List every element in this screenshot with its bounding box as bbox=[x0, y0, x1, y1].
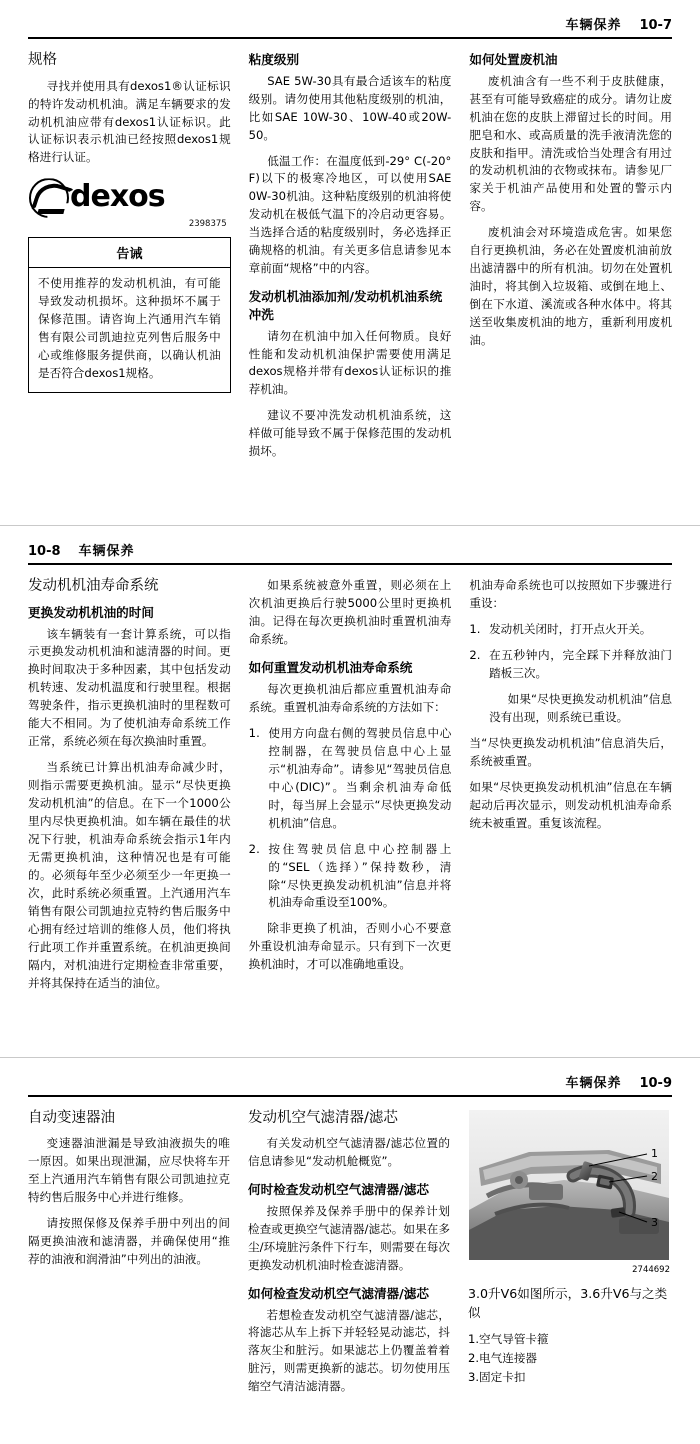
paragraph-transmission-2: 请按照保修及保养手册中列出的间隔更换油液和滤清器，并确保使用“推荐的油液和润滑油”中列出的油液。 bbox=[28, 1216, 230, 1267]
engine-bay-figure bbox=[468, 1109, 672, 1261]
list-item: 在五秒钟内，完全踩下并释放油门踏板三次。 bbox=[489, 648, 673, 681]
paragraph-viscosity-2: 低温工作：在温度低到-29° C(-20° F)以下的极寒冷地区，可以使用SAE 0W-30机油。这种粘度级别的机油将使发动机在极低气温下的冷启动更容易。当选择合适的粘度级别时，务必选择正确规格的机油。有关更多信息请参见本章前面“规格”中的内容。 bbox=[248, 153, 452, 276]
page-10-7 bbox=[0, 0, 700, 499]
subheading-how-to-inspect: 如何检查发动机空气滤清器/滤芯 bbox=[248, 1285, 429, 1301]
caution-box bbox=[28, 237, 231, 393]
page-columns bbox=[28, 577, 672, 1001]
dexos-logo bbox=[28, 177, 165, 217]
paragraph-transmission-1: 变速器油泄漏是导致油液损失的唯一原因。如果出现泄漏，应尽快将车开至上汽通用汽车销售有限公司凯迪拉克特约售后服务中心并进行维修。 bbox=[28, 1136, 230, 1205]
column-3 bbox=[469, 577, 672, 841]
header-rule bbox=[28, 1095, 672, 1097]
section-heading-specification: 规格 bbox=[28, 52, 57, 68]
column-1 bbox=[28, 1109, 230, 1277]
caution-title: 告诫 bbox=[29, 238, 230, 268]
paragraph-alt-reset-note: 如果“尽快更换发动机机油”信息没有出现，则系统已重设。 bbox=[489, 692, 673, 725]
legend-item: 2.电气连接器 bbox=[468, 1350, 538, 1365]
paragraph-reset-warning: 除非更换了机油，否则小心不要意外重设机油寿命显示。只有到下一次更换机油时，才可以准确地重设。 bbox=[248, 921, 452, 972]
section-heading-oil-additives: 发动机机油添加剂/发动机机油系统冲洗 bbox=[248, 289, 443, 322]
caution-body-text: 不使用推荐的发动机机油，有可能导致发动机损坏。这种损坏不属于保修范围。请咨询上汽通用汽车销售有限公司凯迪拉克列售后服务中心或维修服务提供商，以确认机油是否符合dexos1规格。 bbox=[38, 276, 221, 381]
header-rule bbox=[28, 563, 672, 565]
engine-bay-illustration bbox=[468, 1109, 670, 1261]
legend-item: 1.空气导管卡箍 bbox=[468, 1331, 549, 1346]
paragraph-oil-life-2: 当系统已计算出机油寿命减少时，则指示需要更换机油。显示“尽快更换发动机机油”的信息。在下一个1000公里内尽快更换机油。如车辆在最佳的状况下行驶，机油寿命系统会指示1年内无需更换机油，这种情况也是有可能的。必须每年至少必须至少一年更换一次，此时系统必须重置。上汽通用汽车销售有限公司凯迪拉克特约售后服务中心拥有经过培训的维修人员，他们将执行此项工作并重置系统。在机油更换间隔内，对机油进行定期检查非常重要，并将其保持在适当的油位。 bbox=[28, 760, 231, 990]
paragraph-alt-reset-confirm: 当“尽快更换发动机机油”信息消失后，系统被重置。 bbox=[469, 736, 673, 769]
paragraph-alt-reset-repeat: 如果“尽快更换发动机机油”信息在车辆起动后再次显示，则发动机机油寿命系统未被重置。重复该流程。 bbox=[469, 780, 673, 830]
page-header-title: 车辆保养 bbox=[78, 544, 135, 560]
column-2 bbox=[249, 577, 452, 982]
paragraph-viscosity-1: SAE 5W-30具有最合适该车的粘度级别。请勿使用其他粘度级别的机油，比如SAE 10W-30、10W-40或20W-50。 bbox=[248, 73, 452, 142]
list-item: 发动机关闭时，打开点火开关。 bbox=[489, 622, 652, 637]
column-1 bbox=[28, 577, 231, 1001]
column-1 bbox=[28, 51, 231, 393]
dexos-emblem-icon bbox=[28, 177, 68, 217]
subheading-when-to-inspect: 何时检查发动机空气滤清器/滤芯 bbox=[248, 1182, 429, 1198]
page-10-9 bbox=[0, 1057, 700, 1444]
column-2 bbox=[248, 1109, 450, 1404]
page-gap-2 bbox=[0, 1031, 700, 1057]
page-10-8 bbox=[0, 525, 700, 1031]
alt-reset-note-block bbox=[469, 691, 672, 727]
paragraph-reset-method: 每次更换机油后都应重置机油寿命系统。重置机油寿命系统的方法如下： bbox=[248, 681, 452, 714]
paragraph-alt-reset-intro: 机油寿命系统也可以按照如下步骤进行重设： bbox=[469, 578, 673, 611]
page-header-10-9 bbox=[28, 1072, 672, 1095]
figure-caption: 3.0升V6如图所示，3.6升V6与之类似 bbox=[468, 1285, 668, 1320]
paragraph-specification: 寻找并使用具有dexos1®认证标识的特许发动机机油。满足车辆要求的发动机机油应带有dexos1认证标识。此认证标识表示机油已经按照dexos1规格进行认证。 bbox=[28, 78, 231, 165]
paragraph-air-cleaner-3: 若想检查发动机空气滤清器/滤芯，将滤芯从车上拆下并轻轻晃动滤芯，抖落灰尘和脏污。如果滤芯上仍覆盖着着脏污，则需更换新的滤芯。切勿使用压缩空气清洁滤清器。 bbox=[248, 1307, 450, 1394]
page-header-number: 10-7 bbox=[639, 18, 672, 33]
page-gap-1 bbox=[0, 499, 700, 525]
column-3 bbox=[468, 1109, 672, 1388]
page-columns bbox=[28, 51, 672, 469]
figure-legend bbox=[468, 1331, 672, 1387]
paragraph-air-cleaner-2: 按照保养及保养手册中的保养计划检查或更换空气滤清器/滤芯。如果在多尘/环境脏污条件下行车，则需要在每次更换发动机机油时检查滤清器。 bbox=[248, 1204, 450, 1272]
page-header-title: 车辆保养 bbox=[565, 18, 622, 33]
svg-text:2: 2 bbox=[651, 1169, 658, 1183]
page-header-10-8 bbox=[28, 540, 672, 563]
section-heading-air-cleaner: 发动机空气滤清器/滤芯 bbox=[248, 1109, 398, 1126]
subheading-when-to-change-oil: 更换发动机机油的时间 bbox=[28, 604, 154, 620]
paragraph-oil-additives-2: 建议不要冲洗发动机机油系统，这样做可能导致不属于保修范围的发动机损坏。 bbox=[248, 408, 452, 459]
paragraph-oil-additives-1: 请勿在机油中加入任何物质。良好性能和发动机机油保护需要使用满足dexos规格并带有dexos认证标识的推荐机油。 bbox=[248, 328, 452, 397]
paragraph-air-cleaner-1: 有关发动机空气滤清器/滤芯位置的信息请参见“发动机舱概览”。 bbox=[248, 1136, 450, 1169]
page-header-10-7 bbox=[28, 14, 672, 37]
section-heading-oil-life-system: 发动机机油寿命系统 bbox=[28, 578, 159, 595]
section-heading-transmission-fluid: 自动变速器油 bbox=[28, 1109, 115, 1126]
list-item: 使用方向盘右侧的驾驶员信息中心控制器，在驾驶员信息中心上显示“机油寿命”。请参见“驾驶员信息中心(DIC)”。当剩余机油寿命低时，每当屏上会显示“尽快更换发动机机油”信息。 bbox=[268, 725, 452, 830]
page-header-title: 车辆保养 bbox=[565, 1075, 622, 1091]
figure-id-engine-bay: 2744692 bbox=[632, 1264, 670, 1275]
figure-id-dexos: 2398375 bbox=[188, 219, 227, 230]
page-header-number: 10-8 bbox=[28, 544, 61, 560]
page-header-number: 10-9 bbox=[639, 1075, 672, 1091]
paragraph-reset-intro: 如果系统被意外重置，则必须在上次机油更换后行驶5000公里时更换机油。记得在每次更换机油时重置机油寿命系统。 bbox=[248, 578, 452, 647]
column-3 bbox=[469, 51, 672, 358]
section-heading-waste-oil: 如何处置废机油 bbox=[469, 52, 558, 67]
dexos-wordmark: dexos bbox=[70, 179, 165, 215]
page-columns bbox=[28, 1109, 672, 1404]
section-heading-viscosity: 粘度级别 bbox=[248, 52, 300, 67]
legend-item: 3.固定卡扣 bbox=[468, 1369, 526, 1384]
svg-text:3: 3 bbox=[651, 1215, 658, 1229]
paragraph-waste-oil-1: 废机油含有一些不利于皮肤健康，甚至有可能导致癌症的成分。请勿让废机油在您的皮肤上滞留过长的时间。用肥皂和水、或高质量的洗手液清洗您的皮肤和指甲。清洗或恰当处理含有用过的发动机机油的衣物或抹布。请参见厂家关于机油产品使用和处置的警示内容。 bbox=[469, 73, 673, 214]
reset-steps-list bbox=[249, 725, 452, 913]
svg-text:1: 1 bbox=[651, 1146, 658, 1160]
section-heading-how-to-reset: 如何重置发动机机油寿命系统 bbox=[248, 660, 413, 676]
header-rule bbox=[28, 37, 672, 39]
alt-reset-steps-list bbox=[469, 621, 672, 683]
list-item: 按住驾驶员信息中心控制器上的“SEL（选择）”保持数秒，清除“尽快更换发动机机油”信息并将机油寿命重设至100%。 bbox=[268, 841, 452, 910]
column-2 bbox=[249, 51, 452, 469]
dexos-logo-figure bbox=[28, 177, 231, 217]
paragraph-waste-oil-2: 废机油会对环境造成危害。如果您自行更换机油，务必在处置废机油前放出滤清器中的所有机油。切勿在处置机油时，将其倒入垃圾箱、或倒在地上、倒在下水道、溪流或各种水体中。将其送至收集废机油的地方，重新利用废机油。 bbox=[469, 225, 673, 348]
paragraph-oil-life-1: 该车辆装有一套计算系统，可以指示更换发动机机油和滤清器的时间。更换时间取决于多种因素，其中包括发动机转速、发动机温度和行驶里程。根据驾驶条件，指示更换机油时的里程数可能大不相同。为了使机油寿命系统工作正常，系统必须在每次换油时重置。 bbox=[28, 626, 231, 749]
